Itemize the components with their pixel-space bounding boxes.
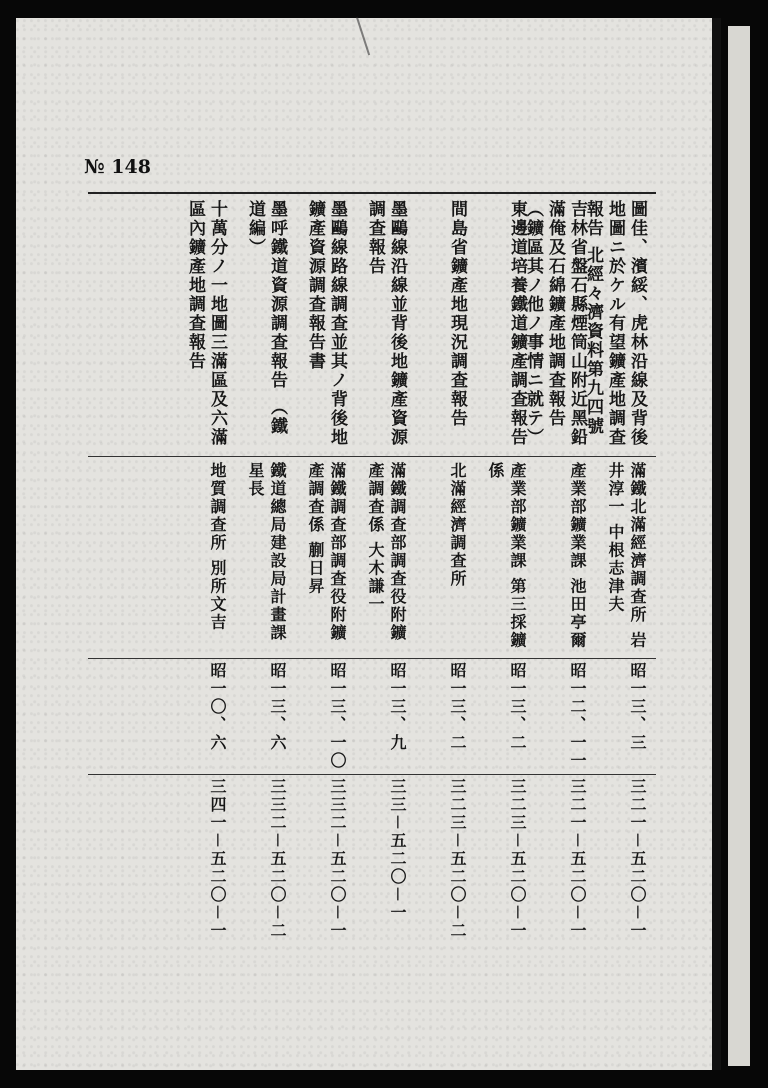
entry-code: 三二三－五二〇－一 bbox=[508, 778, 527, 941]
title-subtext: （鑛區其ノ他ノ事情ニ就テ） bbox=[523, 200, 543, 447]
author-text: 滿鐵調查部調查役附鑛產調查係 bbox=[366, 462, 407, 642]
entry-column bbox=[168, 192, 228, 1042]
entry-column bbox=[468, 192, 528, 1042]
author-subtext: 岩井淳一 中根志津夫 bbox=[606, 462, 647, 650]
entry-date: 昭一三、二 bbox=[508, 662, 527, 752]
entry-author bbox=[348, 462, 408, 654]
entry-title bbox=[168, 200, 228, 452]
entry-code: 三三二－五二〇－一 bbox=[328, 778, 347, 941]
entry-column bbox=[348, 192, 408, 1042]
entry-date: 昭一三、二 bbox=[448, 662, 467, 752]
entry-author bbox=[468, 462, 528, 654]
author-subtext: 別所文吉 bbox=[208, 559, 227, 632]
title-text: 墨呼鐵道資源調查報告 bbox=[267, 200, 287, 390]
entry-date: 昭一三、一〇 bbox=[328, 662, 347, 770]
author-text: 產業部鑛業課 bbox=[508, 462, 527, 570]
entry-title bbox=[288, 200, 348, 452]
author-subtext: 第三採鑛係 bbox=[486, 462, 527, 650]
title-subtext: （鐵道編） bbox=[245, 200, 287, 436]
entry-title bbox=[228, 200, 288, 452]
page-edge bbox=[728, 26, 750, 1066]
entry-column bbox=[583, 192, 648, 1042]
entry-author bbox=[588, 462, 648, 654]
author-text: 滿鐵調查部調查役附鑛產調查係 bbox=[306, 462, 347, 642]
author-text: 地質調查所 bbox=[208, 462, 227, 552]
entry-column bbox=[288, 192, 348, 1042]
entry-date: 昭一三、三 bbox=[628, 662, 647, 752]
binding-shadow bbox=[712, 18, 721, 1070]
entry-title bbox=[523, 200, 588, 452]
entry-code: 三二三－五二〇－二 bbox=[448, 778, 467, 941]
entry-author bbox=[168, 462, 228, 654]
entry-date: 昭一二、一一 bbox=[568, 662, 587, 770]
title-text: 間島省鑛產地現況調查報告 bbox=[447, 200, 467, 428]
title-text: 墨鷗線沿線並背後地鑛產資源調查報告 bbox=[365, 200, 407, 447]
author-subtext: 大木謙一 bbox=[366, 541, 385, 614]
entry-author bbox=[288, 462, 348, 654]
entry-date: 昭一三、六 bbox=[268, 662, 287, 752]
entry-title bbox=[348, 200, 408, 452]
author-text: 鐵道總局建設局計畫課 bbox=[268, 462, 287, 642]
entry-title bbox=[408, 200, 468, 452]
entry-column bbox=[228, 192, 288, 1042]
entry-date: 昭一〇、六 bbox=[208, 662, 227, 752]
entry-column bbox=[408, 192, 468, 1042]
author-text: 滿鐵北滿經濟調查所 bbox=[628, 462, 647, 624]
title-subtext: 北經々濟資料第九四號 bbox=[583, 245, 603, 436]
title-text: 墨鷗線路線調查並其ノ背後地鑛產資源調查報告書 bbox=[305, 200, 347, 447]
author-subtext: 池田亭爾 bbox=[568, 577, 587, 650]
entry-code: 三三－五二〇－一 bbox=[388, 778, 407, 923]
entry-date: 昭一三、九 bbox=[388, 662, 407, 752]
entry-title bbox=[583, 200, 648, 452]
entry-author bbox=[528, 462, 588, 654]
page-number: № 148 bbox=[84, 156, 151, 178]
entry-code: 三二一－五二〇－一 bbox=[568, 778, 587, 941]
author-subtext: 蒯日昇 bbox=[306, 541, 325, 596]
entry-author bbox=[228, 462, 288, 654]
author-text: 產業部鑛業課 bbox=[568, 462, 587, 570]
author-subtext: 星長 bbox=[246, 462, 265, 498]
author-text: 北滿經濟調查所 bbox=[448, 462, 467, 588]
title-text: 十萬分ノ一地圖三滿區及六滿區內鑛產地調查報告 bbox=[185, 200, 227, 447]
entry-code: 三二一－五二〇－一 bbox=[628, 778, 647, 941]
entry-column bbox=[523, 192, 588, 1042]
title-text: 吉林省盤石縣煙筒山附近黑鉛滿俺及石綿鑛產地調查報告 bbox=[545, 200, 587, 447]
entry-code: 三四一－五二〇－一 bbox=[208, 778, 227, 941]
entry-author bbox=[408, 462, 468, 654]
entry-title bbox=[468, 200, 528, 452]
title-text: 圖佳、濱綏、虎林沿線及背後地圖ニ於ケル有望鑛產地調查報告 bbox=[583, 200, 647, 447]
title-text: 東邊道培養鐵道鑛產調查報告 bbox=[507, 200, 527, 447]
entry-code: 三三二－五二〇－二 bbox=[268, 778, 287, 941]
catalog-table bbox=[88, 192, 656, 1042]
